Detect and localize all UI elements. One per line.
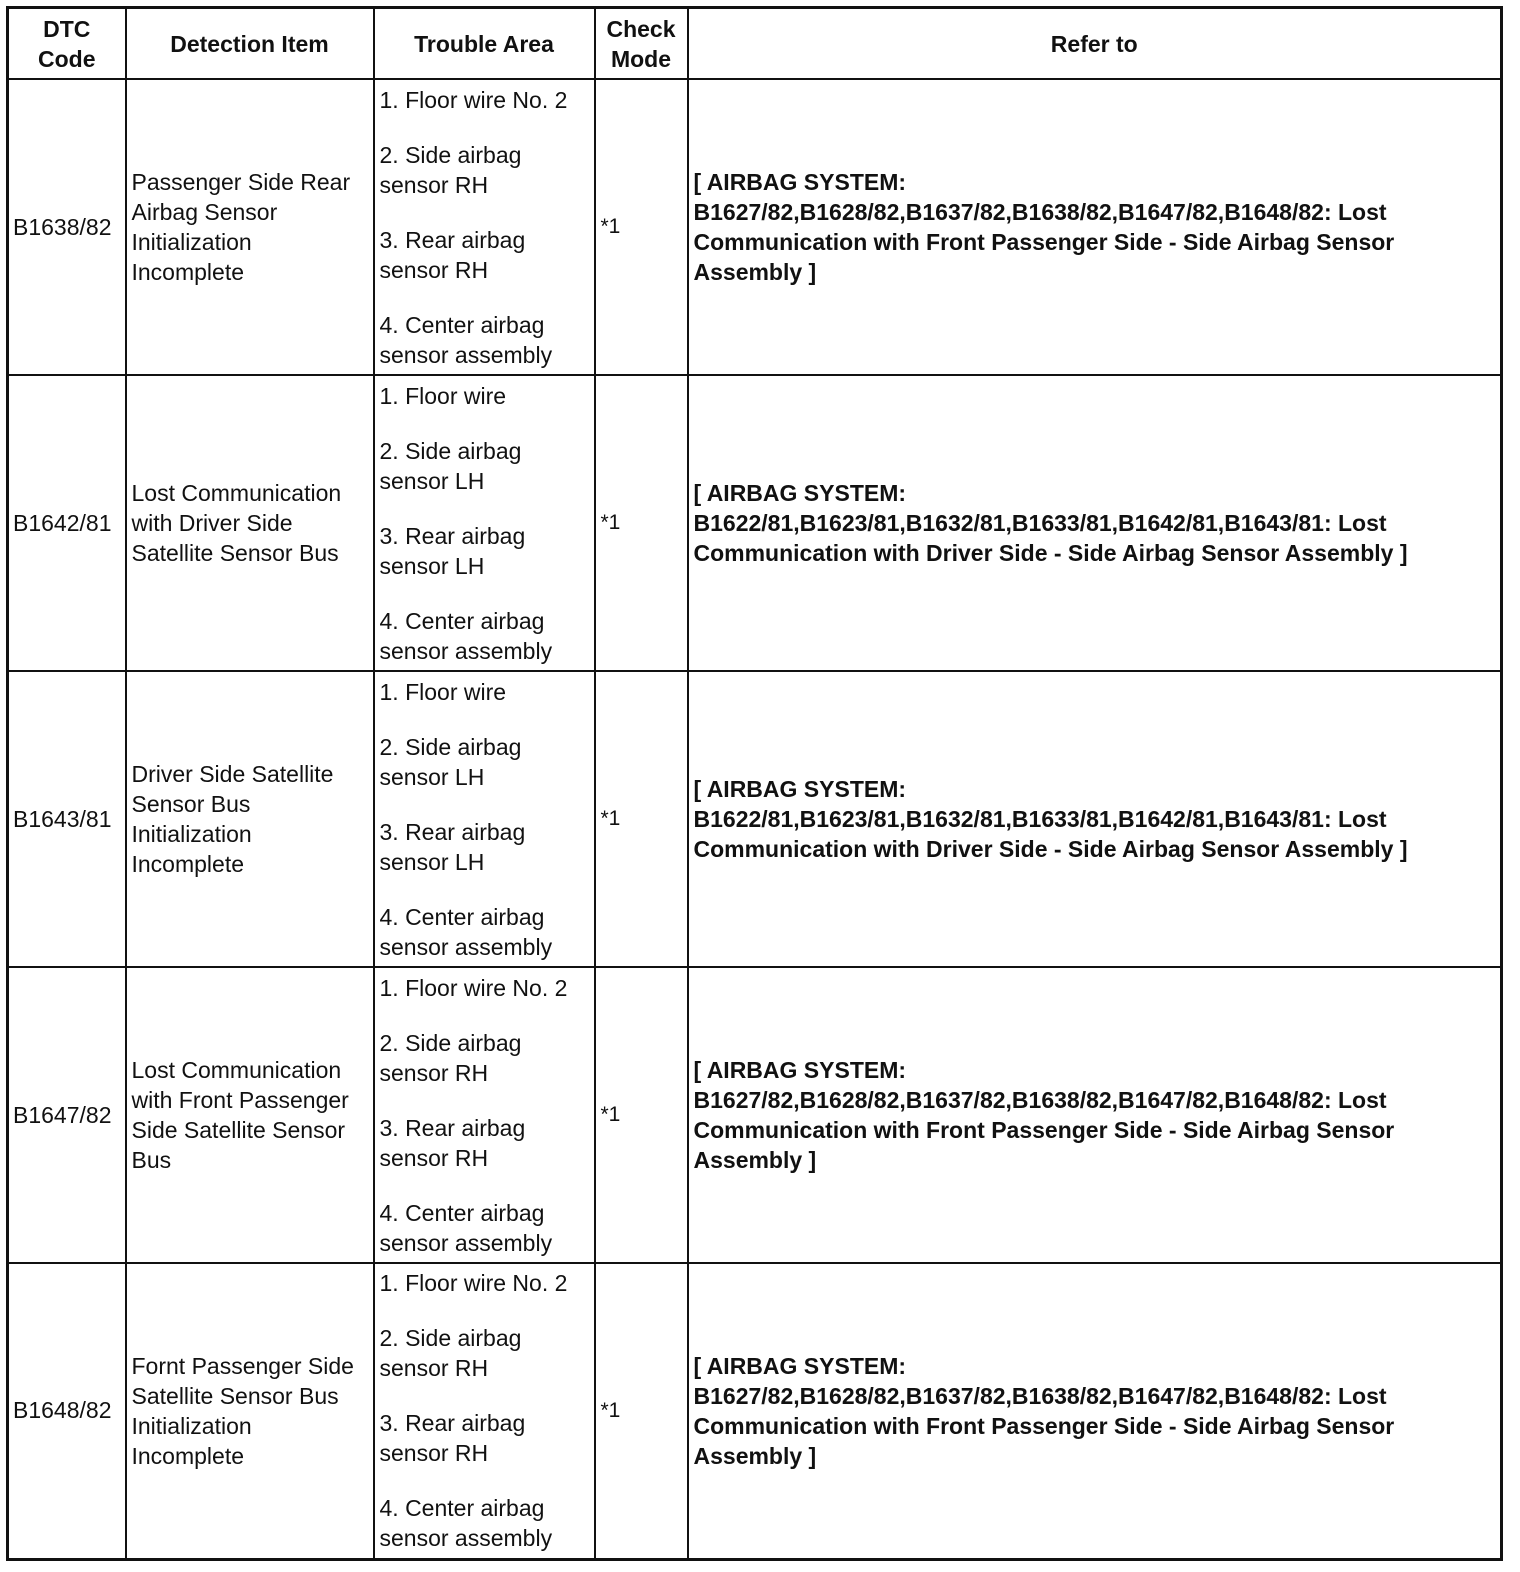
check-mode-cell: *1 [595, 375, 688, 671]
trouble-area-item: 1. Floor wire No. 2 [379, 86, 568, 113]
detection-item-cell: Driver Side Satellite Sensor Bus Initialization Incomplete [126, 671, 374, 967]
table-row [8, 375, 1502, 671]
trouble-area-item: 2. Side airbag sensor LH [379, 437, 522, 494]
check-mode-cell: *1 [595, 967, 688, 1263]
trouble-area-item: 2. Side airbag sensor RH [379, 1325, 522, 1382]
table-header-row [8, 8, 1502, 80]
trouble-area-item: 1. Floor wire [379, 382, 507, 409]
trouble-area-cell [374, 671, 595, 967]
dtc-code-cell: B1647/82 [8, 967, 126, 1263]
check-mode-cell: *1 [595, 1263, 688, 1559]
dtc-table [6, 6, 1503, 1561]
trouble-area-item: 2. Side airbag sensor RH [379, 1029, 522, 1086]
trouble-area-item: 3. Rear airbag sensor RH [379, 1114, 526, 1171]
trouble-area-cell [374, 967, 595, 1263]
table-row [8, 1263, 1502, 1559]
trouble-area-cell [374, 375, 595, 671]
trouble-area-item: 4. Center airbag sensor assembly [379, 903, 553, 960]
header-trouble-area: Trouble Area [374, 8, 595, 80]
header-refer-to: Refer to [688, 8, 1502, 80]
header-detection-item: Detection Item [126, 8, 374, 80]
dtc-code-cell: B1648/82 [8, 1263, 126, 1559]
trouble-area-item: 2. Side airbag sensor RH [379, 141, 522, 198]
table-row [8, 671, 1502, 967]
table-body [8, 79, 1502, 1559]
trouble-area-cell [374, 1263, 595, 1559]
detection-item-cell: Lost Communication with Driver Side Satellite Sensor Bus [126, 375, 374, 671]
detection-item-cell: Lost Communication with Front Passenger Side Satellite Sensor Bus [126, 967, 374, 1263]
dtc-code-cell: B1642/81 [8, 375, 126, 671]
trouble-area-cell [374, 79, 595, 375]
refer-to-cell: [ AIRBAG SYSTEM: B1627/82,B1628/82,B1637/82,B1638/82,B1647/82,B1648/82: Lost Communication with Front Passenger Side - Side Airbag Sensor Assembly ] [688, 1263, 1502, 1559]
trouble-area-item: 3. Rear airbag sensor RH [379, 1410, 526, 1467]
dtc-code-cell: B1643/81 [8, 671, 126, 967]
detection-item-cell: Passenger Side Rear Airbag Sensor Initialization Incomplete [126, 79, 374, 375]
refer-to-cell: [ AIRBAG SYSTEM: B1627/82,B1628/82,B1637/82,B1638/82,B1647/82,B1648/82: Lost Communication with Front Passenger Side - Side Airbag Sensor Assembly ] [688, 967, 1502, 1263]
table-row [8, 967, 1502, 1263]
check-mode-cell: *1 [595, 79, 688, 375]
detection-item-cell: Fornt Passenger Side Satellite Sensor Bus Initialization Incomplete [126, 1263, 374, 1559]
header-check-mode: Check Mode [595, 8, 688, 80]
check-mode-cell: *1 [595, 671, 688, 967]
refer-to-cell: [ AIRBAG SYSTEM: B1622/81,B1623/81,B1632/81,B1633/81,B1642/81,B1643/81: Lost Communication with Driver Side - Side Airbag Sensor Assembly ] [688, 375, 1502, 671]
trouble-area-item: 4. Center airbag sensor assembly [379, 607, 553, 664]
trouble-area-item: 1. Floor wire No. 2 [379, 974, 568, 1001]
header-dtc-code: DTC Code [8, 8, 126, 80]
trouble-area-item: 1. Floor wire [379, 678, 507, 705]
trouble-area-item: 3. Rear airbag sensor LH [379, 522, 526, 579]
trouble-area-item: 1. Floor wire No. 2 [379, 1270, 568, 1297]
trouble-area-item: 2. Side airbag sensor LH [379, 733, 522, 790]
trouble-area-item: 3. Rear airbag sensor LH [379, 818, 526, 875]
dtc-code-cell: B1638/82 [8, 79, 126, 375]
trouble-area-item: 4. Center airbag sensor assembly [379, 1199, 553, 1256]
table-row [8, 79, 1502, 375]
refer-to-cell: [ AIRBAG SYSTEM: B1622/81,B1623/81,B1632/81,B1633/81,B1642/81,B1643/81: Lost Communication with Driver Side - Side Airbag Sensor Assembly ] [688, 671, 1502, 967]
trouble-area-item: 4. Center airbag sensor assembly [379, 1495, 553, 1552]
trouble-area-item: 3. Rear airbag sensor RH [379, 226, 526, 283]
refer-to-cell: [ AIRBAG SYSTEM: B1627/82,B1628/82,B1637/82,B1638/82,B1647/82,B1648/82: Lost Communication with Front Passenger Side - Side Airbag Sensor Assembly ] [688, 79, 1502, 375]
trouble-area-item: 4. Center airbag sensor assembly [379, 311, 553, 368]
